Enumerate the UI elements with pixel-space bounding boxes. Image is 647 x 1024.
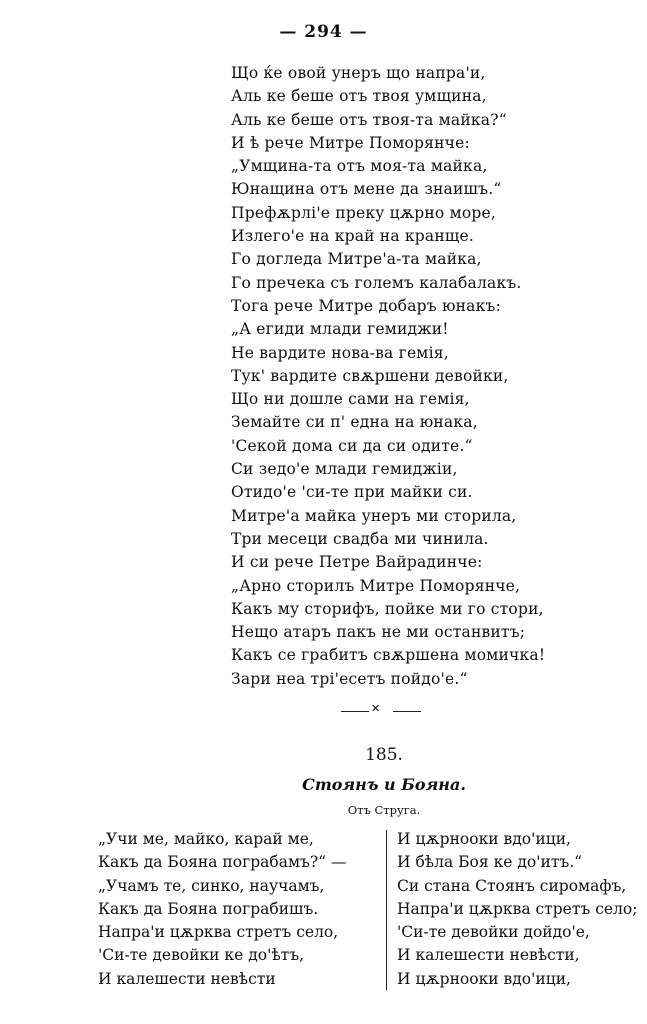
- verse-line: Три месеци свадба ми чинила.: [231, 529, 489, 548]
- verse-line: Що ќе овой унеръ що напра'и,: [231, 64, 486, 82]
- verse-line: И калешести невѣсти: [98, 969, 276, 988]
- verse-line: Тога рече Митре добаръ юнакъ:: [231, 296, 501, 315]
- verse-line: Митре'а майка унеръ ми сторила,: [231, 506, 517, 525]
- verse-line: Какъ му сторифъ, пойке ми го стори,: [231, 599, 544, 618]
- verse-line: „Учи ме, майко, карай ме,: [98, 830, 314, 848]
- verse-line: И бѣла Боя ке до'итъ.“: [397, 853, 583, 872]
- ornament-line-left: [341, 711, 369, 712]
- verse-line: Какъ да Бояна пограбишъ.: [98, 899, 319, 918]
- verse-line: И цѫрнооки вдо'ици,: [397, 830, 571, 848]
- verse-line: Го догледа Митре'а-та майка,: [231, 250, 482, 269]
- section-ornament: [341, 702, 421, 716]
- verse-line: 'Си-те девойки ке до'ѣтъ,: [98, 946, 305, 965]
- verse-line: И ѣ рече Митре Поморянче:: [231, 133, 470, 152]
- song-title: Стоянъ и Бояна.: [302, 775, 466, 794]
- verse-line: Зари неа трі'есетъ пойдо'е.“: [231, 669, 468, 688]
- verse-line: Аль ке беше отъ твоя-та майка?“: [231, 110, 507, 129]
- verse-line: Нещо атаръ пакъ не ми останвитъ;: [231, 623, 526, 642]
- verse-line: Си стана Стоянъ сиромафъ,: [397, 876, 627, 895]
- verse-line: Го пречека съ големъ калабалакъ.: [231, 273, 522, 292]
- song-column-right: [397, 828, 647, 991]
- verse-line: Напра'и цѫрква стретъ село;: [397, 899, 638, 918]
- verse-line: 'Секой дома си да си одите.“: [231, 436, 473, 455]
- verse-line: Отидо'е 'си-те при майки си.: [231, 483, 473, 502]
- verse-line: Какъ се грабитъ свѫршена момичка!: [231, 646, 546, 665]
- poem-continuation: [231, 62, 561, 691]
- ornament-icon: ✕: [371, 702, 381, 715]
- verse-line: „А егиди млади гемиджи!: [231, 320, 449, 339]
- verse-line: И си рече Петре Вайрадинче:: [231, 553, 483, 572]
- verse-line: Напра'и цѫрква стретъ село,: [98, 923, 339, 942]
- song-origin: Отъ Струга.: [347, 803, 421, 817]
- column-divider: [386, 830, 387, 990]
- verse-line: Юнащина отъ мене да знаишъ.“: [231, 180, 502, 199]
- song-number: 185.: [365, 745, 403, 765]
- verse-line: Що ни дошле сами на гемія,: [231, 390, 470, 409]
- verse-line: Аль ке беше отъ твоя умщина,: [231, 87, 487, 106]
- verse-line: Какъ да Бояна пограбамъ?“ —: [98, 853, 347, 872]
- verse-line: И цѫрнооки вдо'ици,: [397, 969, 571, 988]
- verse-line: И калешести невѣсти,: [397, 946, 580, 965]
- verse-line: Префѫрлі'е преку цѫрно море,: [231, 203, 496, 222]
- verse-line: Тук' вардите свѫршени девойки,: [231, 366, 509, 385]
- verse-line: Излего'е на край на кранще.: [231, 227, 475, 246]
- verse-line: „Учамъ те, синко, научамъ,: [98, 876, 325, 895]
- verse-line: Земайте си п' една на юнака,: [231, 413, 478, 432]
- verse-line: „Арно сторилъ Митре Поморянче,: [231, 576, 521, 595]
- verse-line: Не вардите нова-ва гемія,: [231, 343, 449, 362]
- song-column-left: [98, 828, 378, 991]
- page-number: — 294 —: [279, 22, 368, 42]
- verse-line: „Умщина-та отъ моя-та майка,: [231, 157, 488, 176]
- ornament-line-right: [393, 711, 421, 712]
- verse-line: 'Си-те девойки дойдо'е,: [397, 923, 590, 942]
- verse-line: Си зедо'е млади гемиджіи,: [231, 460, 458, 479]
